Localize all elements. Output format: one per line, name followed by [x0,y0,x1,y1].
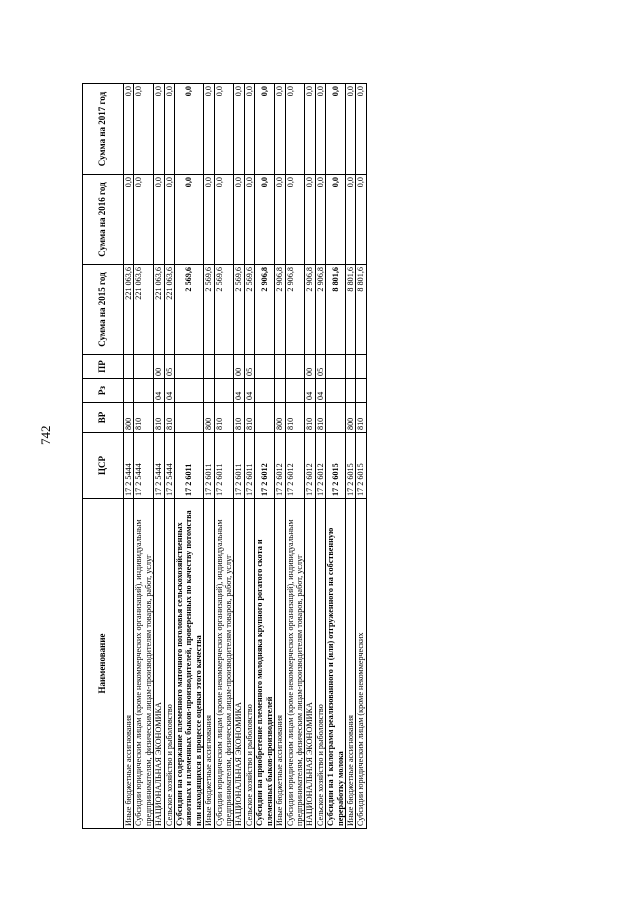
row-rz: 04 [234,379,244,403]
table-header-row [83,84,124,829]
row-sum-2016: 0,0 [154,175,164,265]
row-pr: 00 [305,355,315,379]
row-sum-2015: 2 569,6 [204,265,214,355]
row-sum-2017: 0,0 [285,84,305,175]
row-sum-2017: 0,0 [154,84,164,175]
row-rz [255,379,275,403]
row-rz: 04 [244,379,254,403]
table-row [134,84,154,829]
row-sum-2017: 0,0 [234,84,244,175]
row-csr: 17 2 6011 [214,433,234,499]
header-pr: ПР [83,355,124,379]
row-rz [356,379,366,403]
table-row [154,84,164,829]
row-sum-2016: 0,0 [255,175,275,265]
row-sum-2017: 0,0 [124,84,134,175]
row-sum-2015: 2 569,6 [234,265,244,355]
row-pr: 05 [315,355,325,379]
row-csr: 17 2 6011 [234,433,244,499]
row-csr: 17 2 6012 [255,433,275,499]
row-name: НАЦИОНАЛЬНАЯ ЭКОНОМИКА [234,499,244,829]
row-name: Субсидии юридическим лицам (кроме некоммерческих [356,499,366,829]
row-rz: 04 [164,379,174,403]
row-name: Субсидии на 1 килограмм реализованного и (или) отгруженного на собственную переработку молока [326,499,346,829]
table-row [275,84,285,829]
row-pr [275,355,285,379]
table-row [315,84,325,829]
rotated-page-content [82,84,367,829]
row-vr: 800 [124,403,134,433]
row-sum-2015: 2 906,8 [275,265,285,355]
row-sum-2015: 8 801,6 [326,265,346,355]
row-csr: 17 2 5444 [154,433,164,499]
row-pr: 00 [154,355,164,379]
row-vr: 810 [164,403,174,433]
row-vr: 800 [204,403,214,433]
row-csr: 17 2 6012 [285,433,305,499]
row-pr: 00 [234,355,244,379]
row-sum-2016: 0,0 [124,175,134,265]
row-csr: 17 2 6012 [315,433,325,499]
row-sum-2016: 0,0 [345,175,355,265]
row-sum-2015: 2 906,8 [255,265,275,355]
row-sum-2017: 0,0 [204,84,214,175]
row-csr: 17 2 5444 [164,433,174,499]
row-vr: 810 [244,403,254,433]
row-sum-2016: 0,0 [234,175,244,265]
table-row [175,84,204,829]
row-csr: 17 2 6015 [345,433,355,499]
row-sum-2017: 0,0 [326,84,346,175]
row-pr [345,355,355,379]
row-sum-2016: 0,0 [175,175,204,265]
row-csr: 17 2 6015 [356,433,366,499]
row-rz [214,379,234,403]
row-vr: 800 [345,403,355,433]
row-sum-2015: 2 569,6 [175,265,204,355]
row-sum-2015: 2 569,6 [214,265,234,355]
row-pr [255,355,275,379]
row-name: Субсидии на содержание племенного маточного поголовья сельскохозяйственных животных и племенных быков-производителей, проверенных по качеству потомства или находящихся в процессе оценки этого качества [175,499,204,829]
row-csr: 17 2 6015 [326,433,346,499]
row-vr: 810 [305,403,315,433]
row-sum-2017: 0,0 [164,84,174,175]
row-pr [124,355,134,379]
row-csr: 17 2 6012 [275,433,285,499]
row-name: Субсидии юридическим лицам (кроме некоммерческих организаций), индивидуальным предпринимателям, физическим лицам-производителям товаров, работ, услуг [214,499,234,829]
row-sum-2016: 0,0 [204,175,214,265]
row-sum-2015: 2 906,8 [315,265,325,355]
table-row [305,84,315,829]
row-csr: 17 2 6011 [204,433,214,499]
row-sum-2015: 221 063,6 [164,265,174,355]
row-pr [214,355,234,379]
row-name: НАЦИОНАЛЬНАЯ ЭКОНОМИКА [154,499,164,829]
row-pr [356,355,366,379]
header-vr: ВР [83,403,124,433]
table-row [326,84,346,829]
page-number: 742 [38,425,53,445]
table-row [255,84,275,829]
row-vr: 810 [234,403,244,433]
row-sum-2015: 221 063,6 [124,265,134,355]
row-csr: 17 2 6011 [244,433,254,499]
table-row [164,84,174,829]
row-sum-2017: 0,0 [345,84,355,175]
row-name: НАЦИОНАЛЬНАЯ ЭКОНОМИКА [305,499,315,829]
row-vr: 810 [214,403,234,433]
row-sum-2016: 0,0 [326,175,346,265]
row-sum-2017: 0,0 [356,84,366,175]
table-row [285,84,305,829]
row-name: Иные бюджетные ассигнования [124,499,134,829]
row-sum-2015: 221 063,6 [134,265,154,355]
row-csr: 17 2 5444 [134,433,154,499]
header-sum-2015: Сумма на 2015 год [83,265,124,355]
row-sum-2017: 0,0 [255,84,275,175]
row-vr: 810 [154,403,164,433]
header-rz: Рз [83,379,124,403]
row-sum-2017: 0,0 [315,84,325,175]
row-pr: 05 [244,355,254,379]
table-row [234,84,244,829]
row-sum-2017: 0,0 [134,84,154,175]
budget-table [82,83,367,829]
row-vr [326,403,346,433]
row-sum-2016: 0,0 [244,175,254,265]
row-name: Иные бюджетные ассигнования [345,499,355,829]
table-body [124,84,367,829]
row-sum-2016: 0,0 [134,175,154,265]
header-name: Наименование [83,499,124,829]
row-rz [285,379,305,403]
row-rz [326,379,346,403]
row-csr: 17 2 6012 [305,433,315,499]
table-row [244,84,254,829]
row-sum-2016: 0,0 [214,175,234,265]
table-row [124,84,134,829]
row-pr [204,355,214,379]
row-sum-2015: 2 569,6 [244,265,254,355]
table-row [214,84,234,829]
row-rz [134,379,154,403]
header-sum-2017: Сумма на 2017 год [83,84,124,175]
row-pr [326,355,346,379]
row-name: Субсидии на приобретение племенного молодняка крупного рогатого скота и племенных быков-производителей [255,499,275,829]
row-sum-2015: 221 063,6 [154,265,164,355]
row-pr [285,355,305,379]
header-sum-2016: Сумма на 2016 год [83,175,124,265]
row-name: Субсидии юридическим лицам (кроме некоммерческих организаций), индивидуальным предпринимателям, физическим лицам-производителям товаров, работ, услуг [285,499,305,829]
row-rz: 04 [154,379,164,403]
row-sum-2015: 8 801,6 [356,265,366,355]
row-rz: 04 [315,379,325,403]
row-vr: 810 [356,403,366,433]
row-name: Сельское хозяйство и рыболовство [244,499,254,829]
row-vr: 800 [275,403,285,433]
row-name: Сельское хозяйство и рыболовство [164,499,174,829]
row-rz [124,379,134,403]
row-rz [175,379,204,403]
row-pr: 05 [164,355,174,379]
table-row [204,84,214,829]
row-sum-2017: 0,0 [275,84,285,175]
header-csr: ЦСР [83,433,124,499]
row-sum-2015: 2 906,8 [305,265,315,355]
row-sum-2016: 0,0 [315,175,325,265]
row-vr: 810 [315,403,325,433]
row-pr [134,355,154,379]
row-sum-2017: 0,0 [214,84,234,175]
row-rz [345,379,355,403]
row-sum-2015: 8 801,6 [345,265,355,355]
row-sum-2016: 0,0 [356,175,366,265]
row-sum-2016: 0,0 [285,175,305,265]
table-row [345,84,355,829]
table-row [356,84,366,829]
row-vr: 810 [134,403,154,433]
row-csr: 17 2 6011 [175,433,204,499]
row-sum-2015: 2 906,8 [285,265,305,355]
row-vr: 810 [285,403,305,433]
row-sum-2017: 0,0 [175,84,204,175]
row-vr [175,403,204,433]
row-pr [175,355,204,379]
row-name: Субсидии юридическим лицам (кроме некоммерческих организаций), индивидуальным предпринимателям, физическим лицам-производителям товаров, работ, услуг [134,499,154,829]
row-name: Сельское хозяйство и рыболовство [315,499,325,829]
row-rz [204,379,214,403]
row-csr: 17 2 5444 [124,433,134,499]
row-sum-2017: 0,0 [305,84,315,175]
row-name: Иные бюджетные ассигнования [275,499,285,829]
row-sum-2016: 0,0 [164,175,174,265]
row-name: Иные бюджетные ассигнования [204,499,214,829]
row-rz: 04 [305,379,315,403]
row-sum-2016: 0,0 [275,175,285,265]
row-sum-2017: 0,0 [244,84,254,175]
row-sum-2016: 0,0 [305,175,315,265]
row-vr [255,403,275,433]
row-rz [275,379,285,403]
